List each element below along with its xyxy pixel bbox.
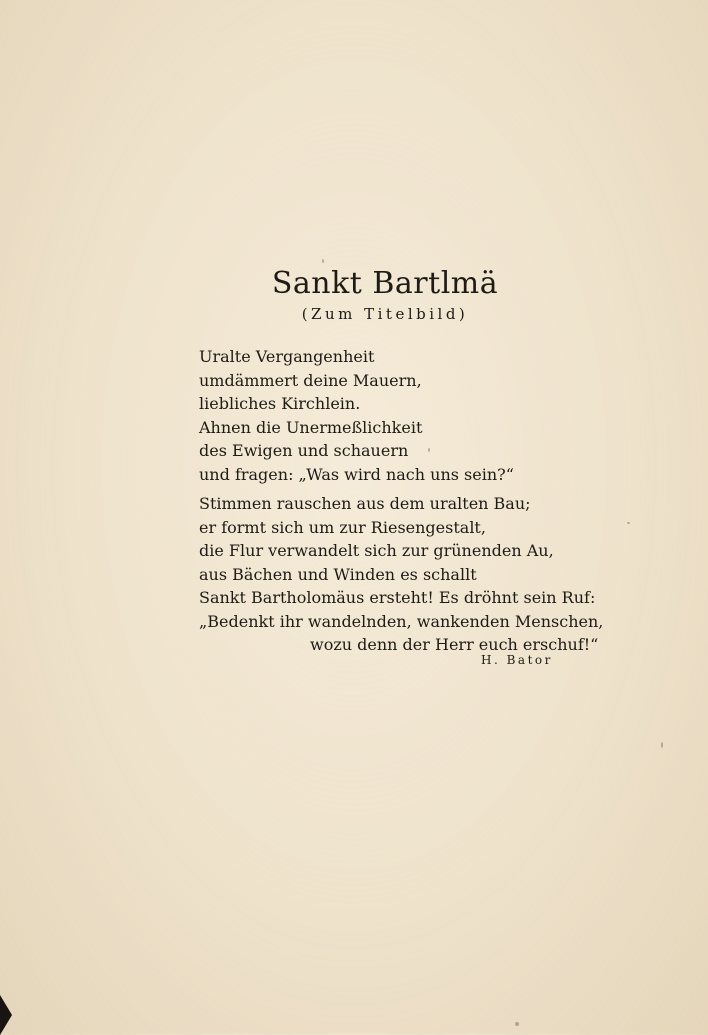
paper-speck [322, 259, 324, 263]
poem-line: des Ewigen und schauern [199, 441, 409, 460]
poem-line: Ahnen die Unermeßlichkeit [199, 417, 423, 437]
poem-subtitle: (Zum Titelbild) [301, 305, 469, 323]
poem-line: Uralte Vergangenheit [199, 347, 375, 366]
poem-line: liebliches Kirchlein. [199, 394, 361, 413]
poem-line: Sankt Bartholomäus ersteht! Es dröhnt sein Ruf: [199, 588, 596, 607]
paper-speck [661, 742, 663, 748]
stanza-1 [199, 345, 514, 486]
poem-line: er formt sich um zur Riesengestalt, [199, 517, 486, 537]
poem-line: und fragen: „Was wird nach uns sein?“ [199, 464, 514, 484]
stanza-2 [199, 492, 603, 657]
poem-author: H. Bator [481, 653, 553, 667]
poem-line: umdämmert deine Mauern, [199, 370, 422, 390]
poem-line: wozu denn der Herr euch erschuf!“ [310, 635, 599, 654]
poem-line: „Bedenkt ihr wandelnden, wankenden Menschen, [199, 611, 604, 631]
poem-line: die Flur verwandelt sich zur grünenden Au, [199, 541, 554, 560]
poem-line: aus Bächen und Winden es schallt [199, 564, 477, 584]
page-edge-mark [0, 995, 12, 1035]
paper-speck [515, 1022, 519, 1026]
paper-speck [627, 522, 630, 524]
poem-title: Sankt Bartlmä [271, 266, 499, 301]
poem-line: Stimmen rauschen aus dem uralten Bau; [199, 494, 531, 513]
paper-speck [428, 448, 430, 452]
